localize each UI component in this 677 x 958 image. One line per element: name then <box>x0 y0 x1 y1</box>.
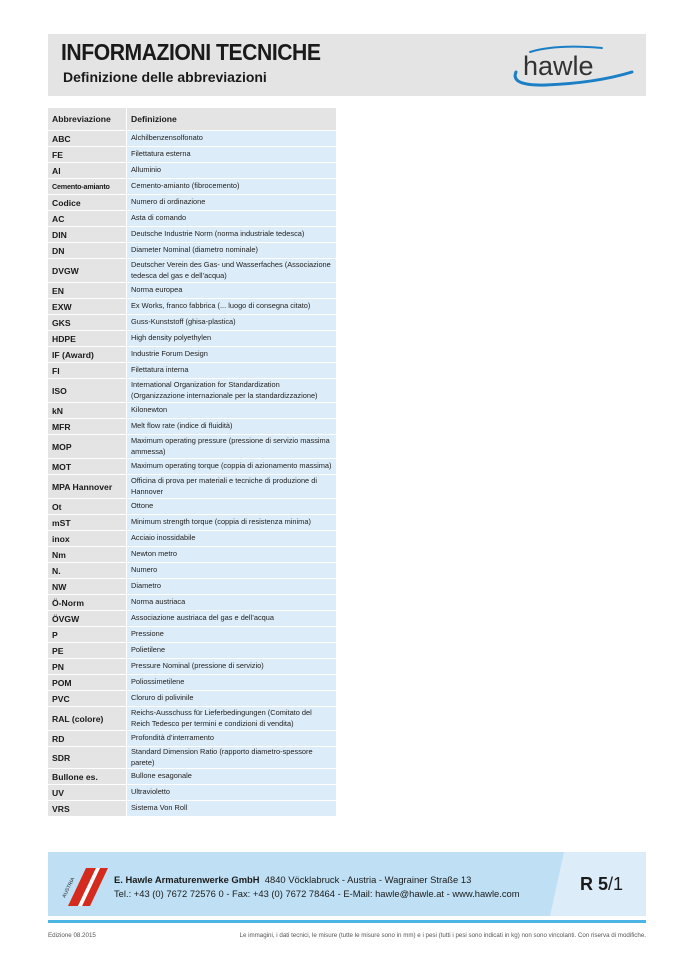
definition-cell: Industrie Forum Design <box>127 347 337 363</box>
abbreviation-cell: MFR <box>48 419 127 435</box>
abbreviation-cell: UV <box>48 785 127 801</box>
abbreviation-cell: SDR <box>48 747 127 769</box>
abbreviation-cell: DVGW <box>48 259 127 283</box>
abbreviation-cell: FI <box>48 363 127 379</box>
edition-note: Edizione 08.2015 <box>48 932 96 939</box>
definition-cell: Ottone <box>127 499 337 515</box>
abbreviation-cell: ÖVGW <box>48 611 127 627</box>
abbreviation-cell: P <box>48 627 127 643</box>
table-row <box>48 579 336 595</box>
table-row <box>48 331 336 347</box>
contact-info: Tel.: +43 (0) 7672 72576 0 - Fax: +43 (0) 7672 78464 - E-Mail: hawle@hawle.at - www.hawle.com <box>114 888 520 899</box>
abbreviation-cell: AC <box>48 211 127 227</box>
table-row <box>48 379 336 403</box>
flag-label: AUSTRIA <box>61 876 77 899</box>
table-row <box>48 563 336 579</box>
header-abbreviation: Abbreviazione <box>48 108 127 131</box>
abbreviation-cell: NW <box>48 579 127 595</box>
abbreviation-cell: inox <box>48 531 127 547</box>
abbreviation-cell: Ö-Norm <box>48 595 127 611</box>
table-row <box>48 315 336 331</box>
definition-cell: Diameter Nominal (diametro nominale) <box>127 243 337 259</box>
abbreviation-cell: PE <box>48 643 127 659</box>
definition-cell: Bullone esagonale <box>127 769 337 785</box>
abbreviation-cell: POM <box>48 675 127 691</box>
definition-cell: Poliossimetilene <box>127 675 337 691</box>
abbreviation-cell: DIN <box>48 227 127 243</box>
table-row <box>48 747 336 769</box>
table-row <box>48 227 336 243</box>
definition-cell: Deutscher Verein des Gas- und Wasserfaches (Associazione tedesca del gas e dell’acqua) <box>127 259 337 283</box>
table-row <box>48 547 336 563</box>
definition-cell: Acciaio inossidabile <box>127 531 337 547</box>
definition-cell: Reichs-Ausschuss für Lieferbedingungen (Comitato del Reich Tedesco per termini e condizioni di vendita) <box>127 707 337 731</box>
definition-cell: Alchilbenzensolfonato <box>127 131 337 147</box>
table-row <box>48 163 336 179</box>
abbreviation-cell: EN <box>48 283 127 299</box>
table-row <box>48 643 336 659</box>
definition-cell: Sistema Von Roll <box>127 801 337 817</box>
table-row <box>48 731 336 747</box>
definition-cell: Maximum operating pressure (pressione di servizio massima ammessa) <box>127 435 337 459</box>
abbreviation-cell: RAL (colore) <box>48 707 127 731</box>
table-row <box>48 691 336 707</box>
page-code <box>580 874 623 895</box>
abbreviation-cell: kN <box>48 403 127 419</box>
abbreviation-cell: PVC <box>48 691 127 707</box>
abbreviation-cell: Nm <box>48 547 127 563</box>
abbreviation-cell: N. <box>48 563 127 579</box>
abbreviation-cell: PN <box>48 659 127 675</box>
table-row <box>48 283 336 299</box>
table-row <box>48 459 336 475</box>
page-number: /1 <box>608 874 624 894</box>
table-row <box>48 347 336 363</box>
definition-cell: Kilonewton <box>127 403 337 419</box>
table-row <box>48 707 336 731</box>
page-number-badge <box>564 852 646 916</box>
abbreviation-cell: FE <box>48 147 127 163</box>
abbreviation-cell: VRS <box>48 801 127 817</box>
table-body <box>48 131 336 817</box>
table-row <box>48 299 336 315</box>
definition-cell: Numero di ordinazione <box>127 195 337 211</box>
table-row <box>48 131 336 147</box>
abbreviation-cell: Cemento-amianto <box>48 179 127 195</box>
definition-cell: Ex Works, franco fabbrica (... luogo di consegna citato) <box>127 299 337 315</box>
table-row <box>48 243 336 259</box>
definition-cell: Cloruro di polivinile <box>127 691 337 707</box>
abbreviation-cell: MOP <box>48 435 127 459</box>
definition-cell: Filettatura interna <box>127 363 337 379</box>
table-row <box>48 259 336 283</box>
definition-cell: Guss-Kunststoff (ghisa-plastica) <box>127 315 337 331</box>
address: 4840 Vöcklabruck - Austria - Wagrainer Straße 13 <box>264 874 472 885</box>
table-row <box>48 179 336 195</box>
page-title: INFORMAZIONI TECNICHE <box>61 39 321 65</box>
company-address <box>114 874 471 885</box>
definition-cell: Associazione austriaca del gas e dell’acqua <box>127 611 337 627</box>
table-row <box>48 769 336 785</box>
abbreviation-cell: mST <box>48 515 127 531</box>
definition-cell: High density polyethylen <box>127 331 337 347</box>
abbreviation-cell: MOT <box>48 459 127 475</box>
definition-cell: Asta di comando <box>127 211 337 227</box>
footer-stripe <box>48 920 646 923</box>
abbreviation-cell: Codice <box>48 195 127 211</box>
page-subtitle: Definizione delle abbreviazioni <box>63 69 267 85</box>
hawle-logo <box>506 42 636 88</box>
abbreviation-cell: HDPE <box>48 331 127 347</box>
table-row <box>48 659 336 675</box>
table-row <box>48 403 336 419</box>
definition-cell: Numero <box>127 563 337 579</box>
disclaimer-note: Le immagini, i dati tecnici, le misure (tutte le misure sono in mm) e i pesi (tutti i pesi sono indicati in kg) non sono vincolanti. Con riserva di modifiche. <box>239 932 646 939</box>
abbreviation-cell: GKS <box>48 315 127 331</box>
definition-cell: Norma austriaca <box>127 595 337 611</box>
table-row <box>48 611 336 627</box>
abbreviation-cell: ISO <box>48 379 127 403</box>
definition-cell: Officina di prova per materiali e tecniche di produzione di Hannover <box>127 475 337 499</box>
definition-cell: Alluminio <box>127 163 337 179</box>
table-row <box>48 419 336 435</box>
definition-cell: Deutsche Industrie Norm (norma industriale tedesca) <box>127 227 337 243</box>
table-row <box>48 475 336 499</box>
definition-cell: Pressure Nominal (pressione di servizio) <box>127 659 337 675</box>
definition-cell: Profondità d’interramento <box>127 731 337 747</box>
table-row <box>48 435 336 459</box>
table-row <box>48 195 336 211</box>
table-row <box>48 595 336 611</box>
definition-cell: Maximum operating torque (coppia di azionamento massima) <box>127 459 337 475</box>
austria-flag-icon <box>56 862 108 906</box>
table-row <box>48 147 336 163</box>
abbreviations-table <box>48 107 336 816</box>
table-header-row <box>48 108 336 131</box>
table-row <box>48 499 336 515</box>
definition-cell: Norma europea <box>127 283 337 299</box>
table-row <box>48 675 336 691</box>
definition-cell: Melt flow rate (indice di fluidità) <box>127 419 337 435</box>
abbreviation-cell: ABC <box>48 131 127 147</box>
definition-cell: Minimum strength torque (coppia di resistenza minima) <box>127 515 337 531</box>
definition-cell: Cemento-amianto (fibrocemento) <box>127 179 337 195</box>
abbreviation-cell: MPA Hannover <box>48 475 127 499</box>
logo-wordmark: hawle <box>523 51 594 81</box>
table-row <box>48 531 336 547</box>
definition-cell: Newton metro <box>127 547 337 563</box>
definition-cell: Standard Dimension Ratio (rapporto diametro-spessore parete) <box>127 747 337 769</box>
page-footer <box>48 852 646 916</box>
table-row <box>48 785 336 801</box>
table-row <box>48 363 336 379</box>
table-row <box>48 801 336 817</box>
definition-cell: Diametro <box>127 579 337 595</box>
table-row <box>48 515 336 531</box>
abbreviation-cell: RD <box>48 731 127 747</box>
abbreviation-cell: Al <box>48 163 127 179</box>
abbreviation-cell: IF (Award) <box>48 347 127 363</box>
company-name: E. Hawle Armaturenwerke GmbH <box>114 874 260 885</box>
definition-cell: Pressione <box>127 627 337 643</box>
table-row <box>48 627 336 643</box>
header-definition: Definizione <box>127 108 337 131</box>
page-header <box>48 34 646 96</box>
definition-cell: International Organization for Standardization (Organizzazione internazionale per la standardizzazione) <box>127 379 337 403</box>
definition-cell: Ultravioletto <box>127 785 337 801</box>
table-row <box>48 211 336 227</box>
definition-cell: Filettatura esterna <box>127 147 337 163</box>
abbreviation-cell: EXW <box>48 299 127 315</box>
definition-cell: Polietilene <box>127 643 337 659</box>
page-section: R 5 <box>580 874 609 894</box>
abbreviation-cell: DN <box>48 243 127 259</box>
abbreviation-cell: Bullone es. <box>48 769 127 785</box>
abbreviation-cell: Ot <box>48 499 127 515</box>
